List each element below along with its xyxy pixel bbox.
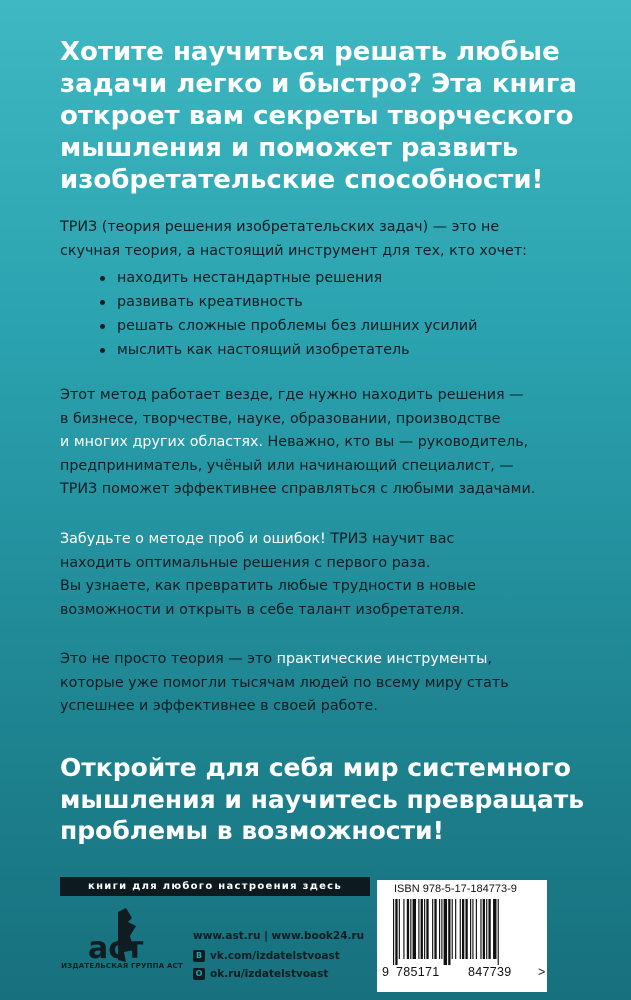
barcode-digit-first: 9 xyxy=(382,965,390,979)
forget-line: возможности и открыть в себе талант изобретателя. xyxy=(60,601,465,618)
closing-line: Откройте для себя мир системного xyxy=(60,753,571,782)
vk-link-text: vk.com/izdatelstvoast xyxy=(210,950,340,962)
bullet-icon xyxy=(100,276,105,281)
practical-paragraph xyxy=(60,648,580,719)
ok-icon: О xyxy=(193,968,205,980)
forget-line: Вы узнаете, как превратить любые трудности в новые xyxy=(60,578,476,594)
ok-link[interactable] xyxy=(193,965,373,983)
publisher-caption: ИЗДАТЕЛЬСКАЯ ГРУППА АСТ xyxy=(61,962,183,970)
method-line xyxy=(60,431,580,455)
ok-link-text: ok.ru/izdatelstvoast xyxy=(210,968,329,980)
method-paragraph xyxy=(60,384,580,502)
headline-line: откроет вам секреты творческого xyxy=(60,101,574,131)
barcode-panel xyxy=(377,880,547,992)
list-item xyxy=(100,315,580,339)
websites-link[interactable]: www.ast.ru | www.book24.ru xyxy=(193,930,365,942)
closing-line: проблемы в возможности! xyxy=(60,816,445,845)
forget-paragraph xyxy=(60,528,580,622)
headline-line: изобретательские способности! xyxy=(60,165,544,195)
barcode-icon xyxy=(391,899,539,965)
tagline-strip: книги для любого настроения здесь xyxy=(60,877,370,896)
method-line: в бизнесе, творчестве, науке, образовании, производстве xyxy=(60,410,501,427)
list-item-text: находить нестандартные решения xyxy=(117,270,383,286)
vk-icon: В xyxy=(193,950,205,962)
list-item xyxy=(100,267,580,291)
practical-suffix: , xyxy=(487,651,492,667)
logo-text: аст xyxy=(88,931,144,966)
list-item-text: развивать креативность xyxy=(117,294,303,310)
method-line: предприниматель, учёный или начинающий специалист, — xyxy=(60,457,514,474)
practical-prefix: Это не просто теория — это xyxy=(60,651,277,667)
intro-line: ТРИЗ (теория решения изобретательских задач) — это не xyxy=(60,219,500,235)
publisher-links xyxy=(193,925,373,983)
method-line-rest: Неважно, кто вы — руководитель, xyxy=(263,434,529,450)
forget-line xyxy=(60,528,580,552)
method-line: ТРИЗ поможет эффективнее справляться с любыми задачами. xyxy=(60,481,536,497)
bullet-icon xyxy=(100,324,105,329)
bullet-icon xyxy=(100,300,105,305)
isbn-label: ISBN 978-5-17-184773-9 xyxy=(394,883,517,895)
bullet-icon xyxy=(100,348,105,353)
method-line: Этот метод работает везде, где нужно находить решения — xyxy=(60,387,524,403)
forget-line: находить оптимальные решения с первого раза. xyxy=(60,554,431,571)
practical-line: успешнее и эффективнее в своей работе. xyxy=(60,698,378,714)
forget-highlight: Забудьте о методе проб и ошибок! xyxy=(60,531,326,547)
benefit-list xyxy=(60,267,580,363)
headline-line: Хотите научиться решать любые xyxy=(60,37,560,67)
vk-link[interactable] xyxy=(193,947,373,965)
list-item xyxy=(100,291,580,315)
method-highlight: и многих других областях. xyxy=(60,434,264,450)
list-item-text: мыслить как настоящий изобретатель xyxy=(117,342,410,358)
barcode-digit-group: 847739 xyxy=(468,965,512,979)
headline xyxy=(60,36,600,196)
intro-paragraph xyxy=(60,216,580,363)
barcode-digit-group: 785171 xyxy=(396,965,440,979)
practical-highlight: практические инструменты xyxy=(276,651,488,667)
barcode-arrow: > xyxy=(538,965,546,979)
closing-callout xyxy=(60,752,600,847)
ast-logo-icon xyxy=(66,906,178,986)
closing-line: мышления и научитесь превращать xyxy=(60,784,585,814)
headline-line: задачи легко и быстро? Эта книга xyxy=(60,69,577,99)
headline-line: мышления и поможет развить xyxy=(60,133,519,163)
practical-line: которые уже помогли тысячам людей по всему миру стать xyxy=(60,674,509,691)
list-item-text: решать сложные проблемы без лишних усилий xyxy=(117,318,478,334)
practical-line xyxy=(60,648,580,672)
intro-line: скучная теория, а настоящий инструмент для тех, кто хочет: xyxy=(60,242,527,259)
list-item xyxy=(100,339,580,363)
forget-line-rest: ТРИЗ научит вас xyxy=(325,531,455,547)
